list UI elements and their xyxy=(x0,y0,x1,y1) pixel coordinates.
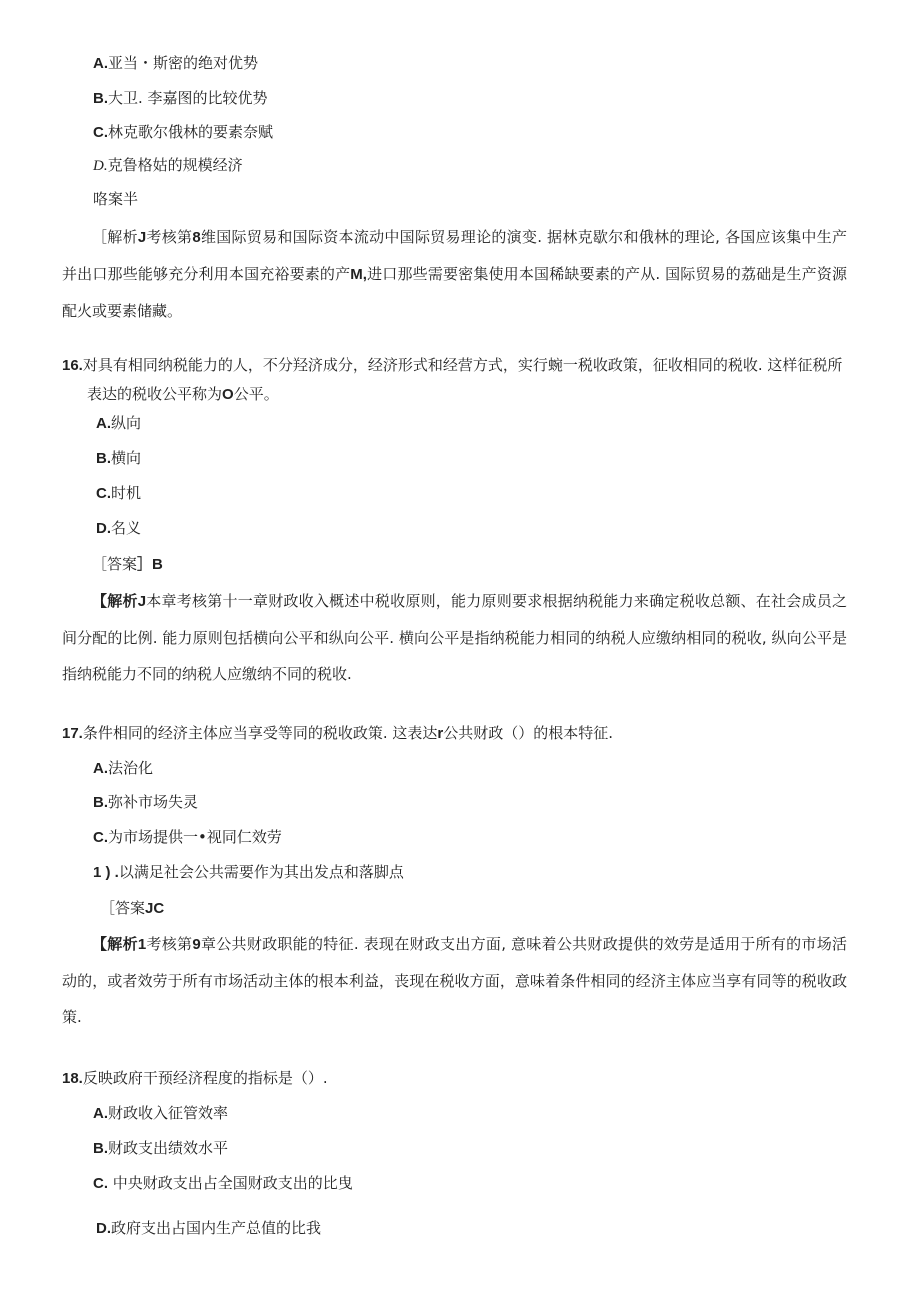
q17-option-b: B.弥补市场失灵 xyxy=(93,793,199,811)
q15-analysis: ［解析J考核第8维国际贸易和国际资本流动中国际贸易理论的演变. 据林克歇尔和俄林的理论, 各国应该集中生产并出口那些能够充分利用本国充裕要素的产M,进口那些需要密集使用本国稀缺要素的产从. 国际贸易的荔础是生产资源配火或要素储藏。 xyxy=(62,228,847,320)
q15-option-d: D.克鲁格姑的规模经济 xyxy=(93,156,243,174)
q16-answer: ［答案］B xyxy=(92,555,163,573)
q16-option-c: C.时机 xyxy=(96,484,142,502)
q18-stem: 18.反映政府干预经济程度的指标是（）. xyxy=(62,1069,328,1087)
q18-option-b: B.财政支出绩效水平 xyxy=(93,1139,229,1157)
q17-option-d: 1 ) .以满足社会公共需要作为其出发点和落脚点 xyxy=(93,863,404,881)
q16-stem: 16.对具有相同纳税能力的人，不分羟济成分，经济形式和经营方式，实行蜿一税收政策，征收相同的税收. 这样征税所表达的税收公平称为O公平。 xyxy=(62,356,843,403)
q15-answer: 咯案半 xyxy=(93,190,139,208)
q15-option-b: B.大卫. 李嘉图的比较优势 xyxy=(93,89,268,107)
q18-option-a: A.财政收入征管效率 xyxy=(93,1104,229,1122)
q17-answer: ［答案JC xyxy=(100,899,165,917)
q16-option-b: B.横向 xyxy=(96,449,142,467)
q17-option-a: A.法治化 xyxy=(93,759,154,777)
q16-analysis: 【解析J本章考核第十一章财政收入概述中税收原则，能力原则要求根据纳税能力来确定税收总额、在社会成员之间分配的比例. 能力原则包括横向公平和纵向公平. 横向公平是指纳税能力相同的纳税人应缴纳相同的税收, 纵向公平是指纳税能力不同的纳税人应缴纳不同的税收. xyxy=(62,592,847,683)
q16-option-d: D.名义 xyxy=(96,519,142,537)
q15-option-a: A.亚当・斯密的绝对优势 xyxy=(93,54,259,72)
q17-stem: 17.条件相同的经济主体应当享受等同的税收政策. 这表达r公共财政（）的根本特征. xyxy=(62,724,614,742)
q18-option-d: D.政府支出占国内生产总值的比我 xyxy=(96,1219,322,1237)
q17-option-c: C.为市场提供一•视同仁效劳 xyxy=(93,828,282,846)
q17-analysis: 【解析1考核第9章公共财政职能的特征. 表现在财政支出方面, 意味着公共财政提供的效劳是适用于所有的市场活动的，或者效劳于所有市场活动主体的根本利益，丧现在税收方面，意味着条件相同的经济主体应当享有同等的税收政策. xyxy=(62,935,847,1026)
q18-option-c: C. 中央财政支出占全国财政支出的比曳 xyxy=(93,1174,353,1192)
q16-option-a: A.纵向 xyxy=(96,414,142,432)
q15-option-c: C.林克歌尔俄林的要素奈赋 xyxy=(93,123,274,141)
